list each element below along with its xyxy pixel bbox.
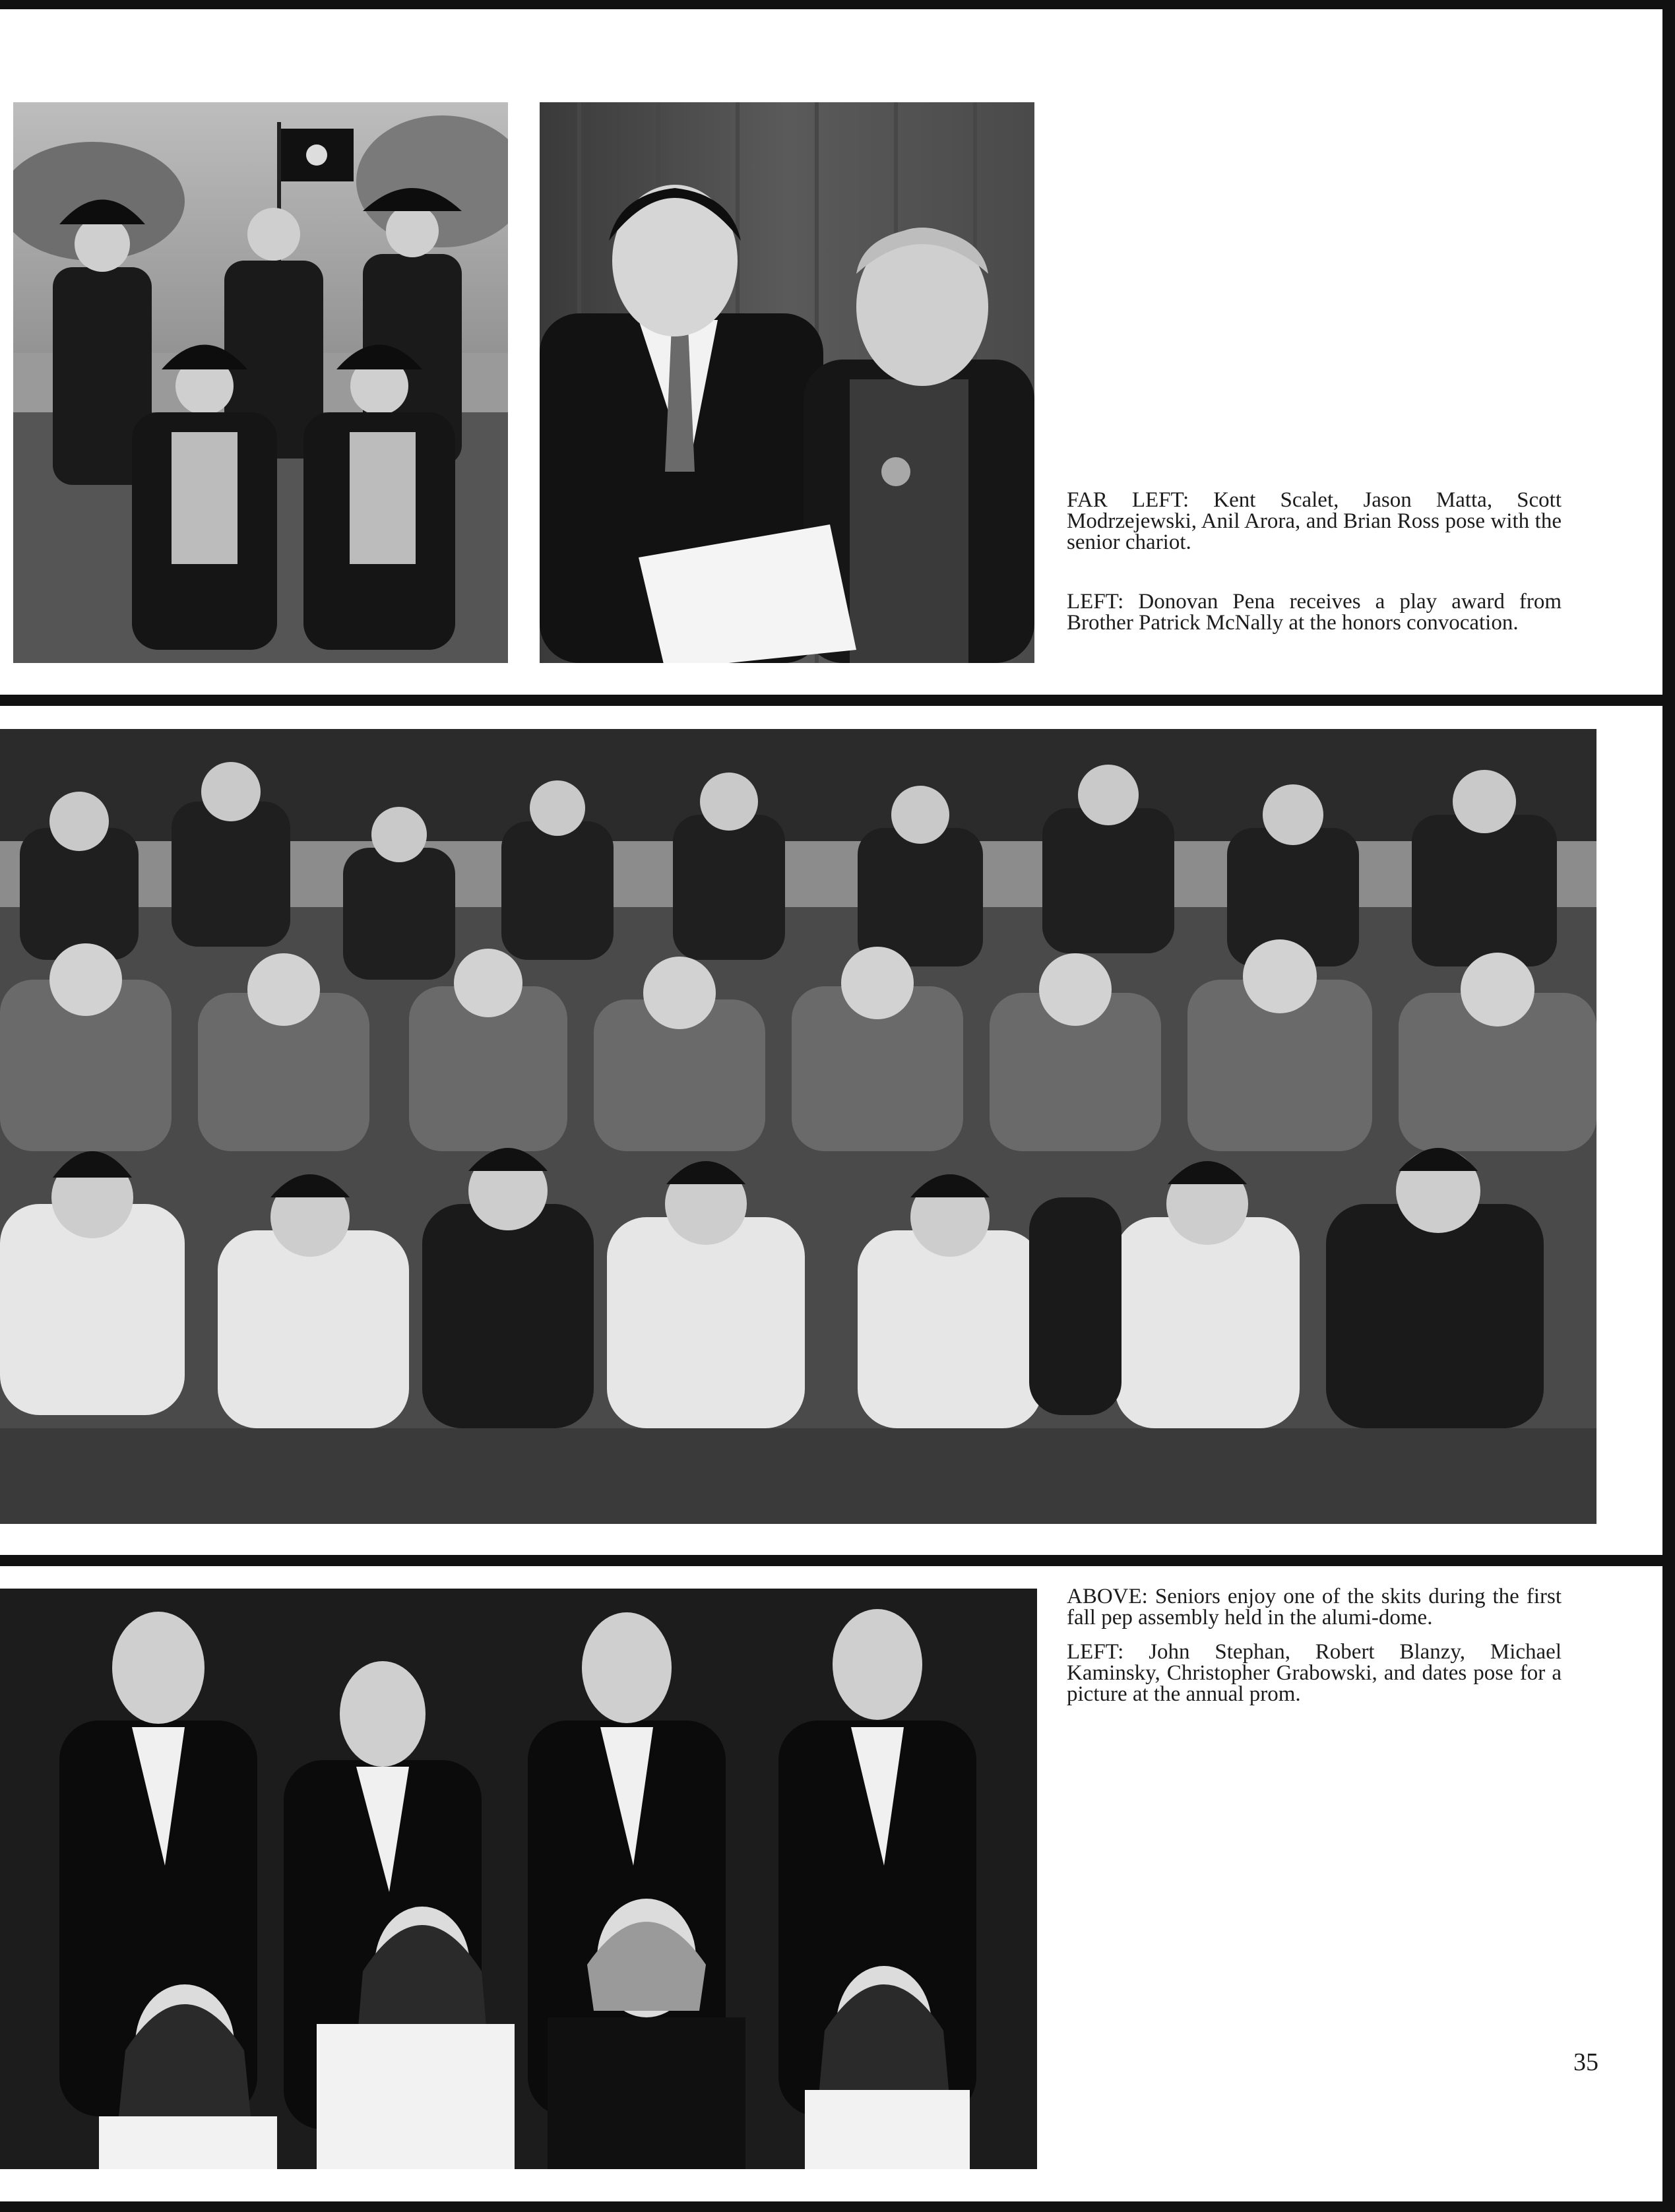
caption-above: ABOVE: Seniors enjoy one of the skits during the first fall pep assembly held in the alumi-dome. [1067, 1585, 1562, 1629]
bottom-edge-rule [0, 2201, 1675, 2212]
photo-pirates-chariot [13, 102, 508, 663]
section-rule-top [0, 695, 1675, 706]
page-number: 35 [1573, 2048, 1598, 2076]
section-rule-bottom [0, 1555, 1675, 1566]
photo-pep-assembly-crowd [0, 729, 1596, 1524]
caption-left-bottom: LEFT: John Stephan, Robert Blanzy, Michael Kaminsky, Christopher Grabowski, and dates pose for a picture at the annual prom. [1067, 1640, 1562, 1706]
photo-prom-couples [0, 1589, 1037, 2169]
caption-left-top: LEFT: Donovan Pena receives a play award from Brother Patrick McNally at the honors convocation. [1067, 590, 1562, 635]
caption-far-left: FAR LEFT: Kent Scalet, Jason Matta, Scott Modrzejewski, Anil Arora, and Brian Ross pose with the senior chariot. [1067, 488, 1562, 554]
right-edge-rule [1662, 0, 1675, 2212]
photo-award-presentation [540, 102, 1034, 663]
top-edge-rule [0, 0, 1675, 9]
